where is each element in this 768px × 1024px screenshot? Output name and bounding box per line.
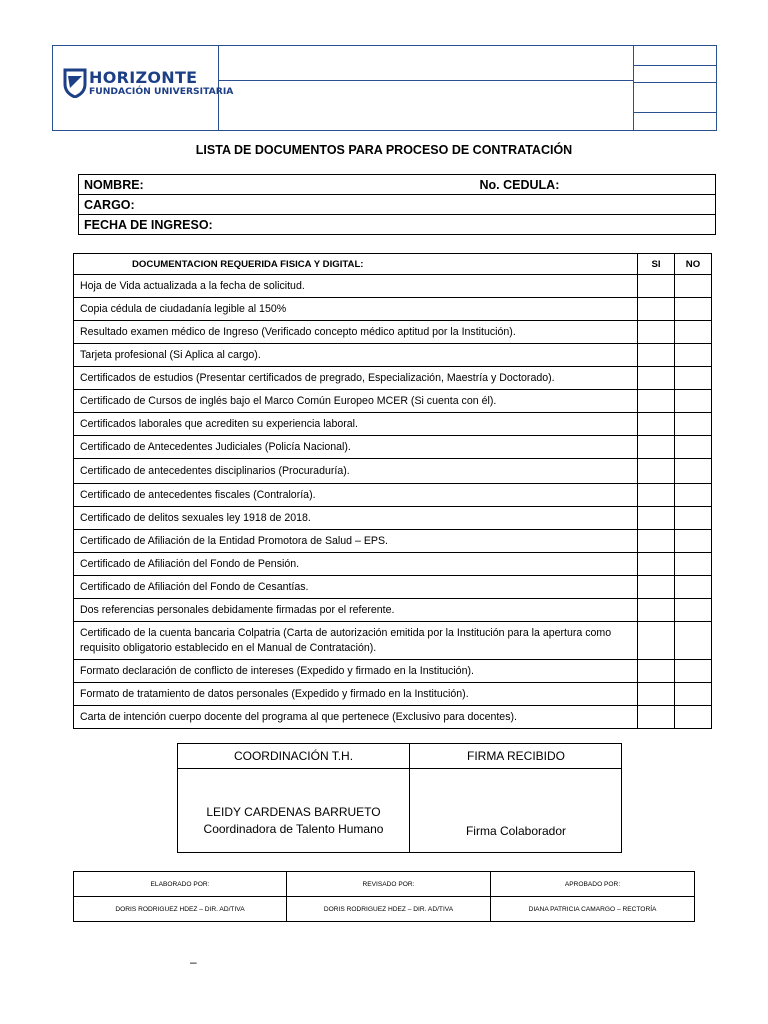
header-title-cell [218, 46, 634, 130]
si-checkbox[interactable] [638, 530, 675, 553]
info-row [79, 175, 716, 195]
aprobado-value: DIANA PATRICIA CAMARGO – RECTORÍA [491, 897, 695, 922]
doc-item: Certificados laborales que acrediten su experiencia laboral. [74, 413, 638, 436]
doc-item: Certificado de antecedentes fiscales (Contraloría). [74, 484, 638, 507]
si-checkbox[interactable] [638, 321, 675, 344]
no-checkbox[interactable] [675, 553, 712, 576]
no-checkbox[interactable] [675, 507, 712, 530]
firma-colaborador-label[interactable]: Firma Colaborador [465, 824, 567, 838]
signature-divider [178, 768, 621, 769]
doc-item: Certificado de Antecedentes Judiciales (Policía Nacional). [74, 436, 638, 459]
cargo-field[interactable] [79, 195, 716, 215]
logo-name: HORIZONTE [89, 68, 198, 87]
revisado-label: REVISADO POR: [287, 872, 491, 897]
si-checkbox[interactable] [638, 660, 675, 683]
si-checkbox[interactable] [638, 367, 675, 390]
doc-item: Dos referencias personales debidamente firmadas por el referente. [74, 599, 638, 622]
no-checkbox[interactable] [675, 275, 712, 298]
si-checkbox[interactable] [638, 553, 675, 576]
coordinator-name: LEIDY CARDENAS BARRUETO [206, 805, 381, 819]
si-checkbox[interactable] [638, 413, 675, 436]
doc-row [74, 576, 712, 599]
header-divider [218, 80, 633, 81]
no-checkbox[interactable] [675, 436, 712, 459]
no-checkbox[interactable] [675, 321, 712, 344]
no-checkbox[interactable] [675, 683, 712, 706]
doc-item: Certificado de Afiliación del Fondo de Cesantías. [74, 576, 638, 599]
doc-item: Certificados de estudios (Presentar certificados de pregrado, Especialización, Maestría y Doctorado). [74, 367, 638, 390]
doc-row [74, 344, 712, 367]
no-checkbox[interactable] [675, 622, 712, 660]
firma-recibido-header: FIRMA RECIBIDO [466, 749, 565, 763]
doc-item: Certificado de Afiliación de la Entidad Promotora de Salud – EPS. [74, 530, 638, 553]
no-checkbox[interactable] [675, 706, 712, 729]
logo-cell [53, 46, 234, 130]
employee-info-table [78, 174, 716, 235]
header-divider [633, 65, 716, 66]
doc-item: Certificado de la cuenta bancaria Colpatria (Carta de autorización emitida por la Institución para la apertura como requisito obligatorio establecido en el Manual de Contratación). [74, 622, 638, 660]
cedula-label: No. CEDULA: [479, 177, 560, 192]
doc-item: Carta de intención cuerpo docente del programa al que pertenece (Exclusivo para docentes). [74, 706, 638, 729]
doc-row [74, 413, 712, 436]
no-checkbox[interactable] [675, 599, 712, 622]
coordinator-role: Coordinadora de Talento Humano [203, 822, 384, 836]
logo-subtitle: FUNDACIÓN UNIVERSITARIA [89, 86, 234, 97]
approval-value-row [74, 897, 695, 922]
si-checkbox[interactable] [638, 459, 675, 484]
header-divider [633, 112, 716, 113]
doc-item: Formato de tratamiento de datos personales (Expedido y firmado en la Institución). [74, 683, 638, 706]
si-checkbox[interactable] [638, 275, 675, 298]
no-checkbox[interactable] [675, 344, 712, 367]
shield-icon [63, 68, 87, 98]
doc-row [74, 436, 712, 459]
nombre-field[interactable] [79, 175, 716, 195]
trailing-mark: – [190, 955, 197, 969]
no-checkbox[interactable] [675, 390, 712, 413]
header-divider [633, 82, 716, 83]
required-documents-table [73, 253, 712, 729]
doc-row [74, 367, 712, 390]
info-row [79, 195, 716, 215]
docs-header-row [74, 254, 712, 275]
no-checkbox[interactable] [675, 530, 712, 553]
docs-header: DOCUMENTACION REQUERIDA FISICA Y DIGITAL: [74, 254, 638, 275]
doc-row [74, 706, 712, 729]
si-header: SI [638, 254, 675, 275]
approval-header-row [74, 872, 695, 897]
doc-item: Formato declaración de conflicto de intereses (Expedido y firmado en la Institución). [74, 660, 638, 683]
header-code-cell [633, 46, 716, 130]
nombre-label: NOMBRE: [84, 177, 144, 192]
si-checkbox[interactable] [638, 576, 675, 599]
fecha-label: FECHA DE INGRESO: [84, 217, 213, 232]
no-checkbox[interactable] [675, 660, 712, 683]
si-checkbox[interactable] [638, 706, 675, 729]
si-checkbox[interactable] [638, 436, 675, 459]
revisado-value: DORIS RODRIGUEZ HDEZ – DIR. AD/TIVA [287, 897, 491, 922]
si-checkbox[interactable] [638, 484, 675, 507]
si-checkbox[interactable] [638, 599, 675, 622]
no-header: NO [675, 254, 712, 275]
si-checkbox[interactable] [638, 298, 675, 321]
doc-item: Tarjeta profesional (Si Aplica al cargo). [74, 344, 638, 367]
doc-item: Hoja de Vida actualizada a la fecha de solicitud. [74, 275, 638, 298]
doc-row [74, 459, 712, 484]
doc-row [74, 553, 712, 576]
si-checkbox[interactable] [638, 683, 675, 706]
doc-row [74, 321, 712, 344]
doc-row [74, 298, 712, 321]
doc-row [74, 530, 712, 553]
doc-row [74, 275, 712, 298]
info-row [79, 215, 716, 235]
doc-row [74, 660, 712, 683]
doc-item: Certificado de Afiliación del Fondo de Pensión. [74, 553, 638, 576]
no-checkbox[interactable] [675, 484, 712, 507]
si-checkbox[interactable] [638, 344, 675, 367]
document-header [52, 45, 717, 131]
doc-row [74, 622, 712, 660]
elaborado-value: DORIS RODRIGUEZ HDEZ – DIR. AD/TIVA [74, 897, 287, 922]
doc-row [74, 390, 712, 413]
doc-item: Certificado de antecedentes disciplinarios (Procuraduría). [74, 459, 638, 484]
no-checkbox[interactable] [675, 367, 712, 390]
no-checkbox[interactable] [675, 413, 712, 436]
document-title: LISTA DE DOCUMENTOS PARA PROCESO DE CONTRATACIÓN [195, 143, 573, 157]
doc-item: Certificado de Cursos de inglés bajo el Marco Común Europeo MCER (Si cuenta con él). [74, 390, 638, 413]
doc-item: Certificado de delitos sexuales ley 1918 de 2018. [74, 507, 638, 530]
cargo-label: CARGO: [84, 197, 135, 212]
doc-item: Copia cédula de ciudadanía legible al 150% [74, 298, 638, 321]
si-checkbox[interactable] [638, 390, 675, 413]
fecha-ingreso-field[interactable] [79, 215, 716, 235]
si-checkbox[interactable] [638, 507, 675, 530]
si-checkbox[interactable] [638, 622, 675, 660]
no-checkbox[interactable] [675, 576, 712, 599]
aprobado-label: APROBADO POR: [491, 872, 695, 897]
doc-item: Resultado examen médico de Ingreso (Verificado concepto médico aptitud por la Institución). [74, 321, 638, 344]
coordinacion-header: COORDINACIÓN T.H. [233, 749, 354, 763]
signature-block [177, 743, 622, 853]
doc-row [74, 599, 712, 622]
doc-row [74, 507, 712, 530]
approval-table [73, 871, 695, 922]
no-checkbox[interactable] [675, 459, 712, 484]
doc-row [74, 683, 712, 706]
doc-row [74, 484, 712, 507]
elaborado-label: ELABORADO POR: [74, 872, 287, 897]
no-checkbox[interactable] [675, 298, 712, 321]
